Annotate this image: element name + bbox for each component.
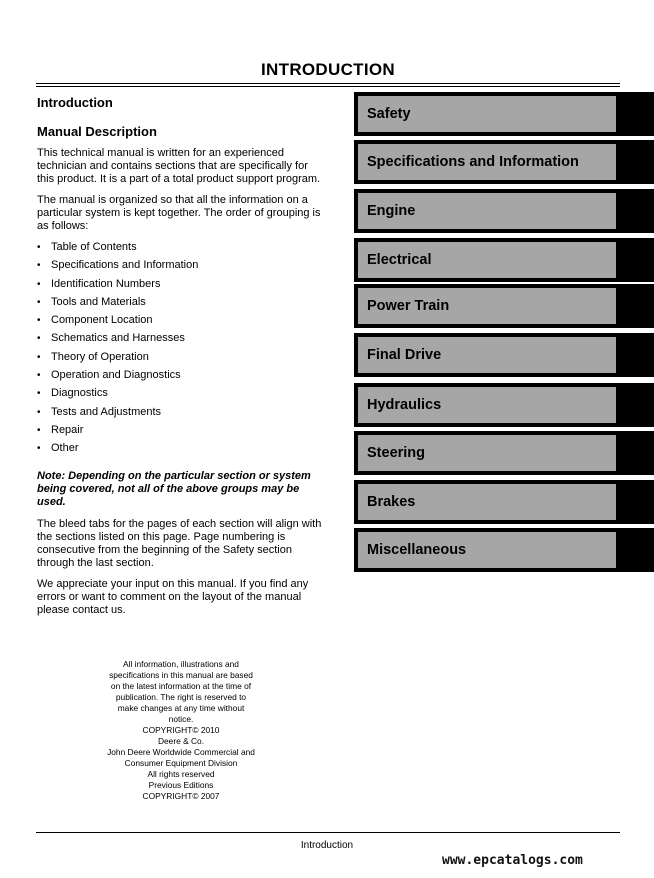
subsection-heading: Manual Description [37, 124, 157, 139]
list-item: • Diagnostics [37, 387, 108, 400]
bullet-icon: • [37, 333, 41, 345]
tab-hydraulics[interactable] [354, 383, 654, 427]
list-item: • Tests and Adjustments [37, 405, 162, 418]
bullet-icon: • [37, 315, 41, 327]
copyright-line: specifications in this manual are based [109, 670, 253, 680]
copyright-line: notice. [168, 714, 194, 724]
bullet-icon: • [37, 296, 41, 308]
bullet-icon: • [37, 278, 41, 290]
copyright-line: publication. The right is reserved to [115, 692, 247, 702]
bullet-icon: • [37, 242, 41, 253]
bullet-icon: • [37, 388, 41, 400]
intro-content [37, 95, 322, 625]
list-item: • Repair [37, 423, 84, 436]
tab-label[interactable]: Electrical [358, 242, 616, 278]
paragraph-description: This technical manual is written for an experienced technician and contains sections that are specifically for this product. It is a part of a total product support program. [37, 147, 321, 185]
tab-engine[interactable] [354, 189, 654, 233]
list-item: • Component Location [37, 314, 153, 327]
list-item: • Other [37, 442, 79, 455]
tab-power-train[interactable] [354, 284, 654, 328]
copyright-line: John Deere Worldwide Commercial and [107, 747, 255, 757]
list-item: • Specifications and Information [37, 259, 199, 272]
list-item: • Tools and Materials [37, 295, 146, 308]
copyright-line: COPYRIGHT© 2007 [142, 791, 220, 801]
copyright-line: Previous Editions [148, 780, 214, 790]
section-heading: Introduction [37, 95, 113, 110]
tab-specifications[interactable] [354, 140, 654, 184]
tab-label[interactable]: Power Train [358, 288, 616, 324]
tab-label[interactable]: Steering [358, 435, 616, 471]
tab-final-drive[interactable] [354, 333, 654, 377]
tab-label[interactable]: Final Drive [358, 337, 616, 373]
tab-miscellaneous[interactable] [354, 528, 654, 572]
footer-divider [36, 832, 620, 833]
tab-label[interactable]: Miscellaneous [358, 532, 616, 568]
tab-brakes[interactable] [354, 480, 654, 524]
paragraph-organization: The manual is organized so that all the information on a particular system is kept together. The order of grouping is as follows: [37, 194, 321, 232]
tab-label[interactable]: Safety [358, 96, 616, 132]
list-item: • Schematics and Harnesses [37, 332, 185, 345]
copyright-line: on the latest information at the time of [110, 681, 252, 691]
bullet-icon: • [37, 351, 41, 363]
bullet-icon: • [37, 424, 41, 436]
tab-label[interactable]: Brakes [358, 484, 616, 520]
copyright-notice [96, 659, 266, 802]
list-item: • Theory of Operation [37, 350, 149, 363]
note-text: Note: Depending on the particular section or system being covered, not all of the above groups may be used. [37, 469, 311, 508]
paragraph-feedback: We appreciate your input on this manual. If you find any errors or want to comment on the layout of the manual please contact us. [37, 577, 309, 616]
footer-section-label: Introduction [300, 840, 354, 851]
copyright-line: All rights reserved [147, 769, 215, 779]
paragraph-bleed-tabs: The bleed tabs for the pages of each section will align with the sections listed on this page. Page numbering is consecutive from the beginning of the Safety section through the last section. [37, 517, 322, 569]
copyright-line: Deere & Co. [157, 736, 205, 746]
tab-electrical[interactable] [354, 238, 654, 282]
tab-steering[interactable] [354, 431, 654, 475]
tab-label[interactable]: Hydraulics [358, 387, 616, 423]
list-item: • Operation and Diagnostics [37, 369, 181, 382]
title-divider [36, 83, 620, 87]
bullet-icon: • [37, 443, 41, 455]
tab-label[interactable]: Specifications and Information [358, 144, 616, 180]
bullet-icon: • [37, 370, 41, 382]
bullet-icon: • [37, 406, 41, 418]
page-title: INTRODUCTION [261, 60, 395, 79]
list-item: • Table of Contents [37, 241, 137, 253]
grouping-list [37, 241, 322, 461]
copyright-line: Consumer Equipment Division [124, 758, 238, 768]
copyright-line: All information, illustrations and [123, 659, 239, 669]
copyright-line: make changes at any time without [117, 703, 245, 713]
tab-label[interactable]: Engine [358, 193, 616, 229]
copyright-line: COPYRIGHT© 2010 [142, 725, 220, 735]
watermark-link[interactable]: www.epcatalogs.com [442, 853, 583, 868]
bullet-icon: • [37, 260, 41, 272]
tab-safety[interactable] [354, 92, 654, 136]
list-item: • Identification Numbers [37, 277, 161, 290]
